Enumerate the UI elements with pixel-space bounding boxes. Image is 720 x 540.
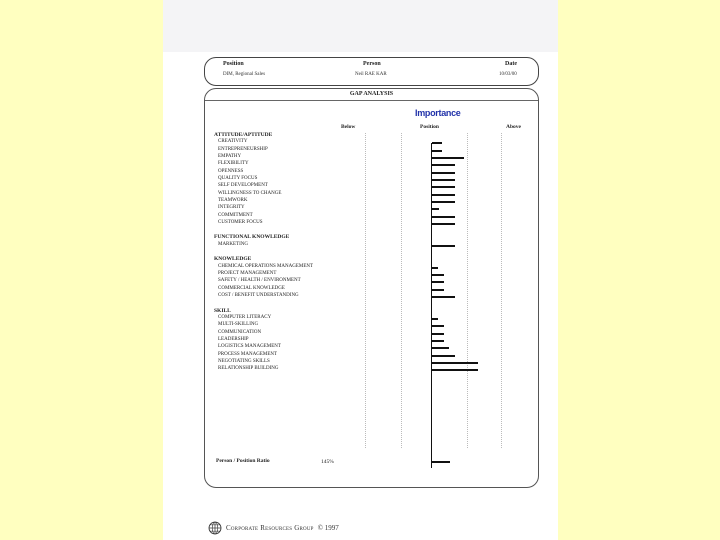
column-below: Below	[341, 124, 356, 130]
grid-line	[467, 133, 468, 448]
date-value: 10/03/00	[499, 72, 517, 77]
gap-bar	[432, 201, 455, 203]
competency-label: COMMITMENT	[218, 212, 253, 218]
gap-bar	[432, 208, 439, 210]
competency-label: COMPUTER LITERACY	[218, 315, 272, 320]
grid-line	[401, 133, 402, 448]
gap-bar	[432, 245, 455, 247]
gap-bar	[432, 325, 444, 327]
competency-label: RELATIONSHIP BUILDING	[218, 366, 279, 372]
competency-label: WILLINGNESS TO CHANGE	[218, 190, 282, 196]
person-value: Neil RAE KAR	[355, 72, 387, 77]
gap-bar	[432, 223, 455, 225]
competency-label: COMMERCIAL KNOWLEDGE	[218, 285, 285, 291]
competency-label: CREATIVITY	[218, 139, 248, 145]
globe-logo-icon	[208, 521, 222, 535]
gap-bar	[432, 157, 464, 159]
competency-label: QUALITY FOCUS	[218, 175, 258, 181]
competency-label: PROCESS MANAGEMENT	[218, 351, 278, 357]
competency-label: SELF DEVELOPMENT	[218, 183, 268, 189]
scanned-page	[163, 0, 558, 540]
section-heading: KNOWLEDGE	[214, 256, 252, 263]
competency-label: NEGOTIATING SKILLS	[218, 358, 270, 364]
competency-label: COMMUNICATION	[218, 329, 262, 335]
column-position: Position	[420, 124, 439, 130]
competency-label: OPENNESS	[218, 168, 244, 174]
date-label: Date	[505, 61, 517, 67]
grid-line	[501, 133, 502, 448]
competency-label: PROJECT MANAGEMENT	[218, 271, 277, 277]
gap-bar	[432, 164, 455, 166]
page-top-shade	[163, 0, 558, 52]
competency-label: MULTI-SKILLING	[218, 322, 259, 328]
competency-label: TEAMWORK	[218, 197, 248, 203]
gap-bar	[432, 347, 449, 349]
gap-bar	[432, 172, 455, 174]
competency-label: EMPATHY	[218, 153, 242, 159]
gap-bar	[432, 296, 455, 298]
gap-analysis-box	[204, 88, 539, 488]
gap-bar	[432, 194, 455, 196]
competency-label: MARKETING	[218, 241, 248, 247]
column-above: Above	[506, 124, 521, 130]
ratio-value: 145%	[321, 459, 334, 465]
ratio-label: Person / Position Ratio	[216, 458, 270, 464]
competency-label: CUSTOMER FOCUS	[218, 219, 263, 225]
footer	[208, 521, 339, 535]
gap-bar	[432, 274, 444, 276]
grid-line	[365, 133, 366, 448]
footer-company: Corporate Resources Group	[226, 524, 314, 532]
gap-bar	[432, 355, 455, 357]
gap-bar	[432, 267, 438, 269]
gap-bar	[432, 186, 455, 188]
gap-bar	[432, 362, 478, 364]
footer-copyright: © 1997	[317, 524, 339, 532]
competency-label: LEADERSHIP	[218, 336, 249, 342]
ratio-bar	[432, 461, 450, 463]
competency-label: SAFETY / HEALTH / ENVIRONMENT	[218, 278, 301, 284]
gap-bar	[432, 318, 438, 320]
competency-label: LOGISTICS MANAGEMENT	[218, 344, 281, 350]
competency-label: FLEXIBILITY	[218, 161, 249, 167]
position-label: Position	[223, 61, 244, 67]
person-label: Person	[363, 61, 381, 67]
title-divider	[205, 100, 538, 101]
gap-bar	[432, 289, 444, 291]
competency-label: INTEGRITY	[218, 205, 245, 211]
section-heading: ATTITUDE/APTITUDE	[214, 132, 273, 138]
importance-title: Importance	[415, 108, 461, 118]
gap-bar	[432, 340, 444, 342]
section-heading: FUNCTIONAL KNOWLEDGE	[214, 234, 290, 241]
position-value: DIM, Regional Sales	[223, 72, 266, 77]
gap-bar	[432, 216, 455, 218]
section-heading: SKILL	[214, 307, 231, 314]
gap-analysis-title: GAP ANALYSIS	[349, 91, 394, 97]
competency-label: CHEMICAL OPERATIONS MANAGEMENT	[218, 263, 314, 269]
gap-bar	[432, 369, 478, 371]
header-box	[204, 57, 539, 86]
position-axis	[431, 143, 432, 468]
competency-label: ENTREPRENEURSHIP	[218, 146, 268, 152]
gap-bar	[432, 333, 444, 335]
gap-bar	[432, 281, 444, 283]
competency-label: COST / BENEFIT UNDERSTANDING	[218, 293, 299, 299]
gap-bar	[432, 179, 455, 181]
gap-bar	[432, 142, 442, 144]
gap-bar	[432, 150, 442, 152]
